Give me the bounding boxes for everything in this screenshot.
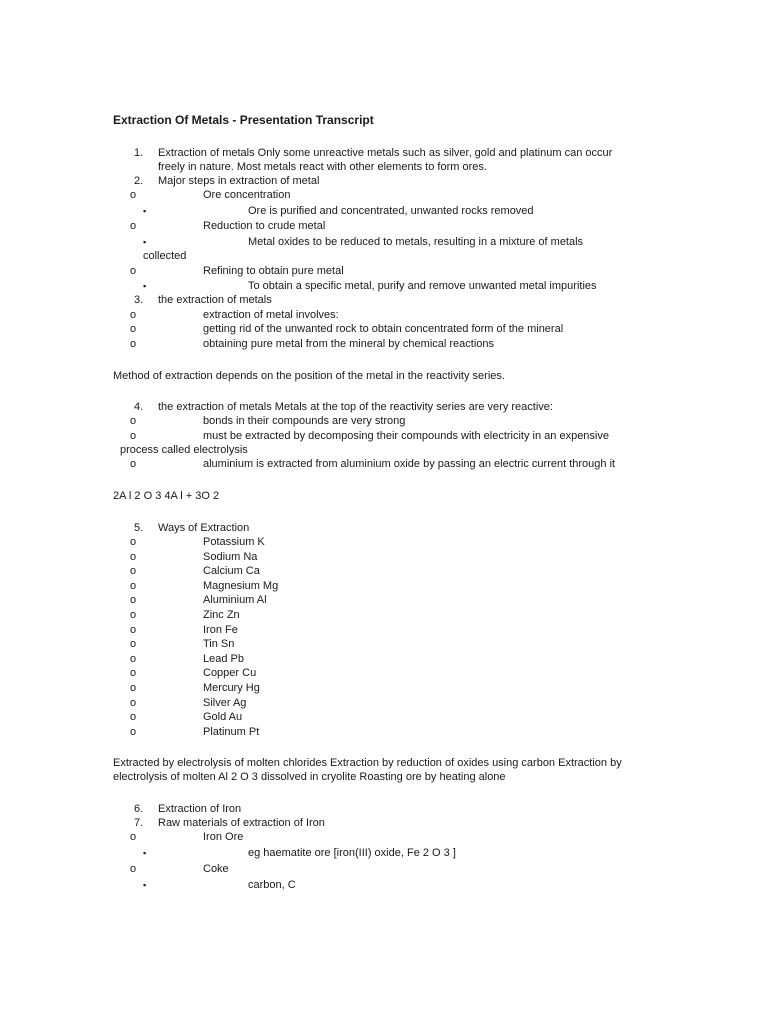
circle-bullet-icon: o [130,309,137,321]
item-5-text: Ways of Extraction [158,522,250,534]
circle-bullet-icon: o [130,726,137,738]
item-2-text: Major steps in extraction of metal [158,175,320,187]
metal-list-item: Platinum Pt [203,726,260,738]
metal-list-item: Magnesium Mg [203,580,279,592]
reduction-step: Reduction to crude metal [203,220,326,232]
metal-list-item: Sodium Na [203,551,258,563]
metal-list-item: Aluminium Al [203,594,267,606]
circle-bullet-icon: o [130,682,137,694]
item-3-number: 3. [134,294,144,306]
item-4-text: the extraction of metals Metals at the top of the reactivity series are very reactive: [158,401,553,413]
circle-bullet-icon: o [130,458,137,470]
document-title: Extraction Of Metals - Presentation Transcript [113,113,374,127]
item-2-number: 2. [134,175,144,187]
refining-step: Refining to obtain pure metal [203,265,344,277]
ore-concentration-detail: Ore is purified and concentrated, unwanted rocks removed [248,205,534,217]
item-1-text-continued: freely in nature. Most metals react with other elements to form ores. [158,161,487,173]
reactivity-paragraph: Method of extraction depends on the position of the metal in the reactivity series. [113,370,505,382]
circle-bullet-icon: o [130,653,137,665]
ore-concentration: Ore concentration [203,189,291,201]
item-1-text: Extraction of metals Only some unreactive metals such as silver, gold and platinum can occur [158,147,613,159]
circle-bullet-icon: o [130,609,137,621]
item-5-number: 5. [134,522,144,534]
circle-bullet-icon: o [130,323,137,335]
item-4-number: 4. [134,401,144,413]
item-4-sub-3: aluminium is extracted from aluminium oxide by passing an electric current through it [203,458,616,470]
item-4-sub-2: must be extracted by decomposing their compounds with electricity in an expensive [203,430,609,442]
circle-bullet-icon: o [130,189,137,201]
square-bullet-icon: ▪ [143,237,147,247]
item-7-text: Raw materials of extraction of Iron [158,817,325,829]
circle-bullet-icon: o [130,565,137,577]
item-4-sub-2-continued: process called electrolysis [120,444,248,456]
item-3-sub-2: getting rid of the unwanted rock to obtain concentrated form of the mineral [203,323,564,335]
circle-bullet-icon: o [130,430,137,442]
methods-paragraph-continued: electrolysis of molten Al 2 O 3 dissolved in cryolite Roasting ore by heating alone [113,771,506,783]
square-bullet-icon: ▪ [143,848,147,858]
circle-bullet-icon: o [130,711,137,723]
circle-bullet-icon: o [130,638,137,650]
item-4-sub-1: bonds in their compounds are very strong [203,415,406,427]
reduction-detail-continued: collected [143,250,187,262]
metal-list-item: Zinc Zn [203,609,240,621]
metal-list-item: Calcium Ca [203,565,260,577]
circle-bullet-icon: o [130,265,137,277]
circle-bullet-icon: o [130,220,137,232]
coke: Coke [203,863,229,875]
coke-detail: carbon, C [248,879,296,891]
circle-bullet-icon: o [130,338,137,350]
metal-list-item: Mercury Hg [203,682,260,694]
item-3-text: the extraction of metals [158,294,272,306]
square-bullet-icon: ▪ [143,281,147,291]
item-3-sub-1: extraction of metal involves: [203,309,339,321]
iron-ore-detail: eg haematite ore [iron(III) oxide, Fe 2 O 3 ] [248,847,456,859]
square-bullet-icon: ▪ [143,880,147,890]
circle-bullet-icon: o [130,551,137,563]
metal-list-item: Lead Pb [203,653,244,665]
item-3-sub-3: obtaining pure metal from the mineral by chemical reactions [203,338,495,350]
iron-ore: Iron Ore [203,831,244,843]
circle-bullet-icon: o [130,667,137,679]
item-7-number: 7. [134,817,144,829]
circle-bullet-icon: o [130,863,137,875]
circle-bullet-icon: o [130,415,137,427]
chemical-equation: 2A l 2 O 3 4A l + 3O 2 [113,490,220,502]
circle-bullet-icon: o [130,624,137,636]
circle-bullet-icon: o [130,831,137,843]
metal-list-item: Tin Sn [203,638,235,650]
refining-detail: To obtain a specific metal, purify and remove unwanted metal impurities [248,280,597,292]
metal-list-item: Silver Ag [203,697,247,709]
item-6-text: Extraction of Iron [158,803,242,815]
item-1-number: 1. [134,147,144,159]
circle-bullet-icon: o [130,697,137,709]
circle-bullet-icon: o [130,580,137,592]
metal-list-item: Iron Fe [203,624,238,636]
circle-bullet-icon: o [130,536,137,548]
methods-paragraph: Extracted by electrolysis of molten chlorides Extraction by reduction of oxides using carbon Extraction by [113,757,622,769]
circle-bullet-icon: o [130,594,137,606]
item-6-number: 6. [134,803,144,815]
metal-list-item: Copper Cu [203,667,257,679]
square-bullet-icon: ▪ [143,206,147,216]
metal-list-item: Gold Au [203,711,243,723]
reduction-detail: Metal oxides to be reduced to metals, resulting in a mixture of metals [248,236,584,248]
metal-list-item: Potassium K [203,536,265,548]
